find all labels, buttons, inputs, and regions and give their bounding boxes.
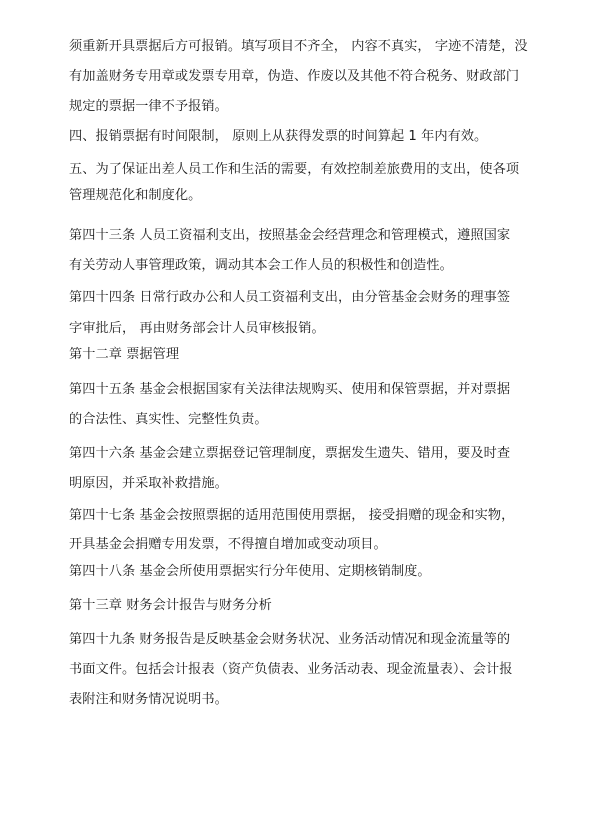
text-line: 书面文件。包括会计报表（资产负债表、业务活动表、现金流量表）、会计报: [69, 662, 513, 677]
chapter-heading: 第十三章 财务会计报告与财务分析: [69, 598, 272, 613]
text-line: 有关劳动人事管理政策，调动其本会工作人员的积极性和创造性。: [69, 258, 453, 273]
text-line: 的合法性、真实性、完整性负责。: [69, 412, 268, 427]
text-line: 第四十七条 基金会按照票据的适用范围使用票据， 接受捐赠的现金和实物，: [69, 508, 515, 523]
text-line: 第四十五条 基金会根据国家有关法律法规购买、使用和保管票据，并对票据: [69, 382, 511, 397]
text-line: 规定的票据一律不予报销。: [69, 99, 228, 114]
text-line: 五、为了保证出差人员工作和生活的需要，有效控制差旅费用的支出，使各项: [69, 162, 520, 177]
text-line: 第四十四条 日常行政办公和人员工资福利支出，由分管基金会财务的理事签: [69, 290, 511, 305]
text-line: 开具基金会捐赠专用发票，不得擅自增加或变动项目。: [69, 537, 387, 552]
text-line: 第四十九条 财务报告是反映基金会财务状况、业务活动情况和现金流量等的: [69, 632, 511, 647]
text-line: 有加盖财务专用章或发票专用章，伪造、作废以及其他不符合税务、财政部门: [69, 69, 520, 84]
text-line: 四、报销票据有时间限制， 原则上从获得发票的时间算起 1 年内有效。: [69, 129, 488, 144]
text-line: 字审批后， 再由财务部会计人员审核报销。: [69, 321, 325, 336]
text-line: 第四十六条 基金会建立票据登记管理制度，票据发生遗失、错用，要及时查: [69, 446, 511, 461]
text-line: 明原因，并采取补救措施。: [69, 476, 228, 491]
chapter-heading: 第十二章 票据管理: [69, 347, 180, 362]
text-line: 第四十八条 基金会所使用票据实行分年使用、定期核销制度。: [69, 564, 431, 579]
text-line: 须重新开具票据后方可报销。填写项目不齐全， 内容不真实， 字迹不清楚，没: [69, 39, 528, 54]
text-line: 管理规范化和制度化。: [69, 188, 202, 203]
text-line: 表附注和财务情况说明书。: [69, 692, 228, 707]
text-line: 第四十三条 人员工资福利支出，按照基金会经营理念和管理模式，遵照国家: [69, 228, 511, 243]
